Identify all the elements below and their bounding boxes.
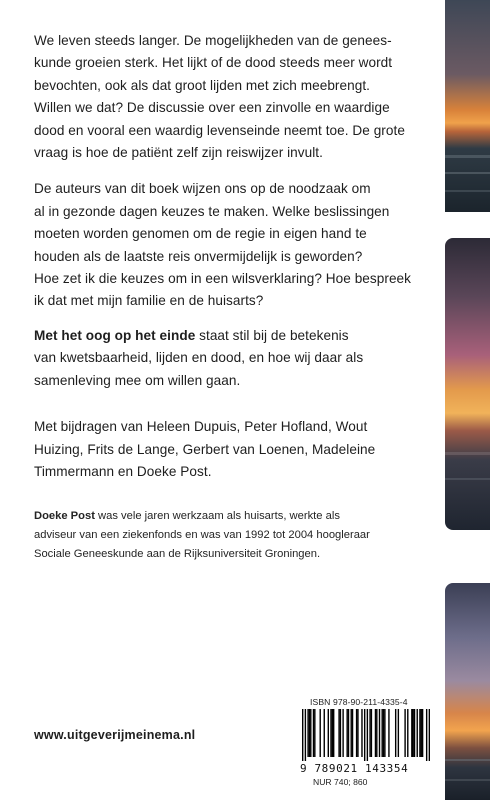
barcode bbox=[302, 709, 430, 761]
barcode-bar bbox=[376, 709, 377, 757]
barcode-bar bbox=[395, 709, 396, 757]
barcode-bar bbox=[309, 709, 310, 757]
barcode-bar bbox=[332, 709, 333, 757]
blurb-column bbox=[34, 30, 430, 574]
barcode-bar bbox=[426, 709, 427, 761]
barcode-bar bbox=[324, 709, 325, 757]
barcode-bar bbox=[384, 709, 385, 757]
barcode-bar bbox=[429, 709, 430, 761]
barcode-bar bbox=[320, 709, 321, 757]
barcode-bar bbox=[375, 709, 376, 757]
barcode-bar bbox=[338, 709, 339, 757]
barcode-bar bbox=[371, 709, 372, 757]
barcode-bar bbox=[361, 709, 362, 757]
barcode-bar bbox=[352, 709, 353, 757]
sunset-photo-bottom bbox=[445, 583, 490, 800]
barcode-bar bbox=[348, 709, 349, 757]
barcode-bar bbox=[302, 709, 303, 761]
author-name: Doeke Post bbox=[34, 510, 95, 523]
author-bio bbox=[34, 507, 430, 563]
barcode-bar bbox=[313, 709, 314, 757]
barcode-bar bbox=[398, 709, 399, 757]
barcode-bar bbox=[369, 709, 370, 757]
barcode-bar bbox=[412, 709, 413, 757]
barcode-bar bbox=[417, 709, 418, 757]
barcode-bar bbox=[367, 709, 368, 761]
barcode-bar bbox=[330, 709, 331, 757]
barcode-bar bbox=[422, 709, 423, 757]
barcode-bar bbox=[305, 709, 306, 761]
barcode-bar bbox=[404, 709, 405, 757]
barcode-bar bbox=[351, 709, 352, 757]
barcode-bar bbox=[379, 709, 380, 757]
publisher-website: www.uitgeverijmeinema.nl bbox=[34, 728, 196, 742]
barcode-bar bbox=[411, 709, 412, 757]
barcode-bar bbox=[407, 709, 408, 757]
barcode-bar bbox=[419, 709, 420, 757]
barcode-bar bbox=[342, 709, 343, 757]
barcode-bar bbox=[340, 709, 341, 757]
book-title: Met het oog op het einde bbox=[34, 327, 196, 343]
barcode-bar bbox=[421, 709, 422, 757]
sunset-photo-top bbox=[445, 0, 490, 212]
blurb-paragraph-3 bbox=[34, 325, 430, 392]
blurb-paragraph-3-text: staat stil bij de betekenis van kwetsbaarheid, lijden en dood, en hoe wij daar als samenleving mee om willen gaan. bbox=[34, 327, 364, 388]
barcode-bar bbox=[364, 709, 365, 761]
blurb-paragraph-1: We leven steeds langer. De mogelijkheden van de genees- kunde groeien sterk. Het lijkt of de dood steeds meer wordt bevochten, ook als dat groot lijden met zich meebrengt. Willen we dat? De discussie over een zinvolle en waardige dood en vooral een waardig levenseinde neemt toe. De grote vraag is hoe de patiënt zelf zijn reiswijzer invult. bbox=[34, 33, 405, 161]
nur-code: NUR 740; 860 bbox=[313, 777, 368, 787]
contributors-paragraph: Met bijdragen van Heleen Dupuis, Peter Hofland, Wout Huizing, Frits de Lange, Gerbert van Loenen, Madeleine Timmermann en Doeke Post. bbox=[34, 419, 376, 479]
barcode-bar bbox=[346, 709, 347, 757]
barcode-bar bbox=[356, 709, 357, 757]
isbn-label: ISBN 978-90-211-4335-4 bbox=[310, 697, 408, 707]
barcode-bar bbox=[357, 709, 358, 757]
barcode-bar bbox=[414, 709, 415, 757]
sunset-photo-middle bbox=[445, 238, 490, 530]
barcode-bar bbox=[333, 709, 334, 757]
barcode-bar bbox=[381, 709, 382, 757]
barcode-bar bbox=[307, 709, 308, 757]
barcode-bar bbox=[314, 709, 315, 757]
author-bio-text: was vele jaren werkzaam als huisarts, werkte als adviseur van een ziekenfonds en was van 1992 tot 2004 hoogleraar Sociale Geneeskunde aan de Rijksuniversiteit Groningen. bbox=[34, 510, 370, 560]
barcode-bar bbox=[388, 709, 389, 757]
barcode-bar bbox=[328, 709, 329, 757]
blurb-paragraph-2: De auteurs van dit boek wijzen ons op de noodzaak om al in gezonde dagen keuzes te maken. Welke beslissingen moeten worden genomen om de regie in eigen hand te houden als de laatste reis onvermijdelijk is geworden? Hoe zet ik die keuzes om in een wilsverklaring? Hoe bespreek ik dat met mijn familie en de huisarts? bbox=[34, 181, 412, 309]
barcode-digits: 9 789021 143354 bbox=[300, 762, 409, 775]
barcode-bar bbox=[310, 709, 311, 757]
barcode-bar bbox=[383, 709, 384, 757]
